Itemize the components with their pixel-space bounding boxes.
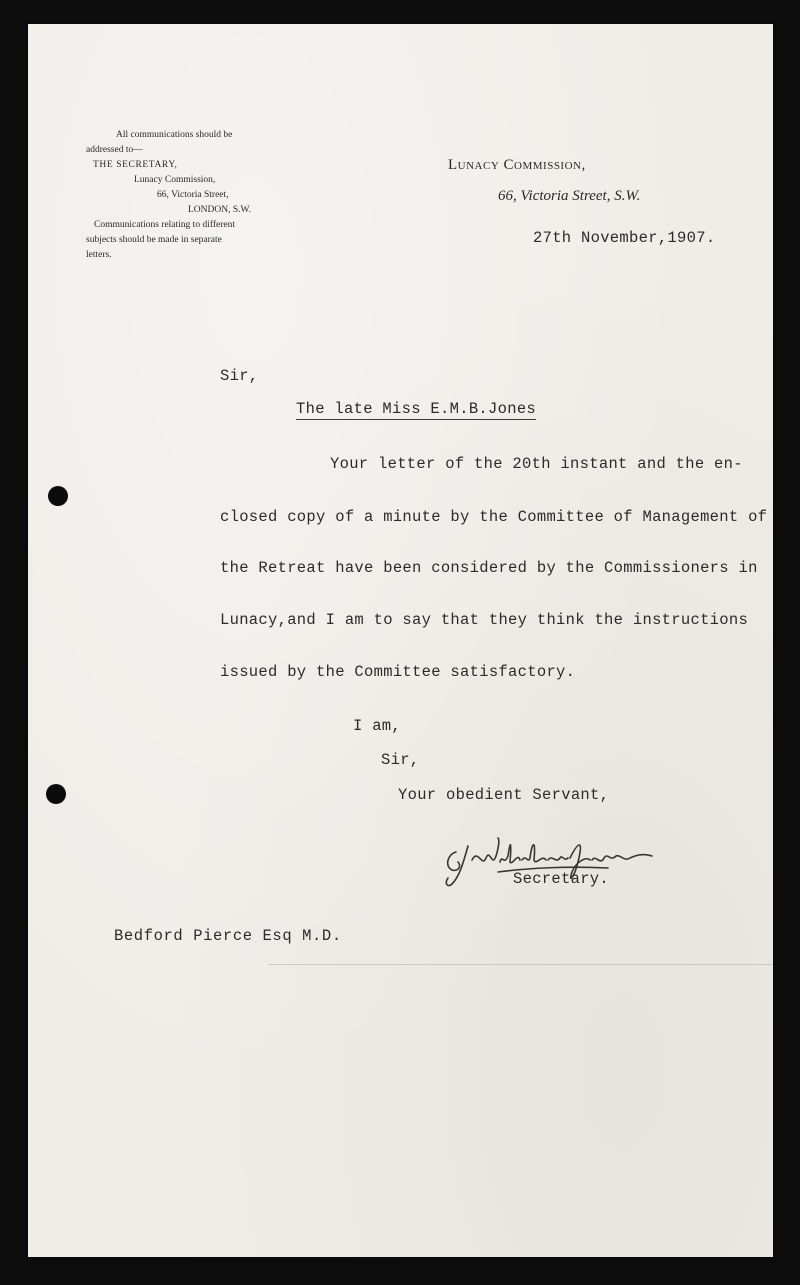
salutation: Sir, [220, 367, 259, 385]
fold-crease [268, 964, 773, 965]
letterhead-organization: Lunacy Commission, [448, 157, 586, 173]
body-line: closed copy of a minute by the Committee of Management of [220, 508, 768, 526]
body-line: Your letter of the 20th instant and the en- [330, 455, 743, 473]
closing-line: I am, [353, 717, 402, 735]
note-line: addressed to— [86, 145, 143, 155]
letterhead-address: 66, Victoria Street, S.W. [498, 188, 641, 204]
note-line: letters. [86, 250, 112, 260]
punch-hole [48, 486, 68, 506]
note-line: Lunacy Commission, [134, 175, 216, 185]
letter-date: 27th November,1907. [533, 229, 716, 247]
body-line: the Retreat have been considered by the Commissioners in [220, 559, 758, 577]
address-instructions [86, 128, 276, 263]
note-line: subjects should be made in separate [86, 235, 222, 245]
signatory-title: Secretary. [513, 870, 610, 888]
body-line: Lunacy,and I am to say that they think the instructions [220, 611, 749, 629]
note-line: All communications should be [116, 130, 233, 140]
note-line: THE SECRETARY, [93, 160, 178, 170]
subject-line: The late Miss E.M.B.Jones [296, 400, 537, 418]
note-line: LONDON, S.W. [188, 205, 251, 215]
closing-line: Your obedient Servant, [398, 786, 610, 804]
note-line: 66, Victoria Street, [157, 190, 229, 200]
addressee: Bedford Pierce Esq M.D. [114, 927, 342, 945]
punch-hole [46, 784, 66, 804]
body-line: issued by the Committee satisfactory. [220, 663, 576, 681]
letter-page [28, 24, 773, 1257]
note-line: Communications relating to different [94, 220, 235, 230]
closing-line: Sir, [381, 751, 420, 769]
